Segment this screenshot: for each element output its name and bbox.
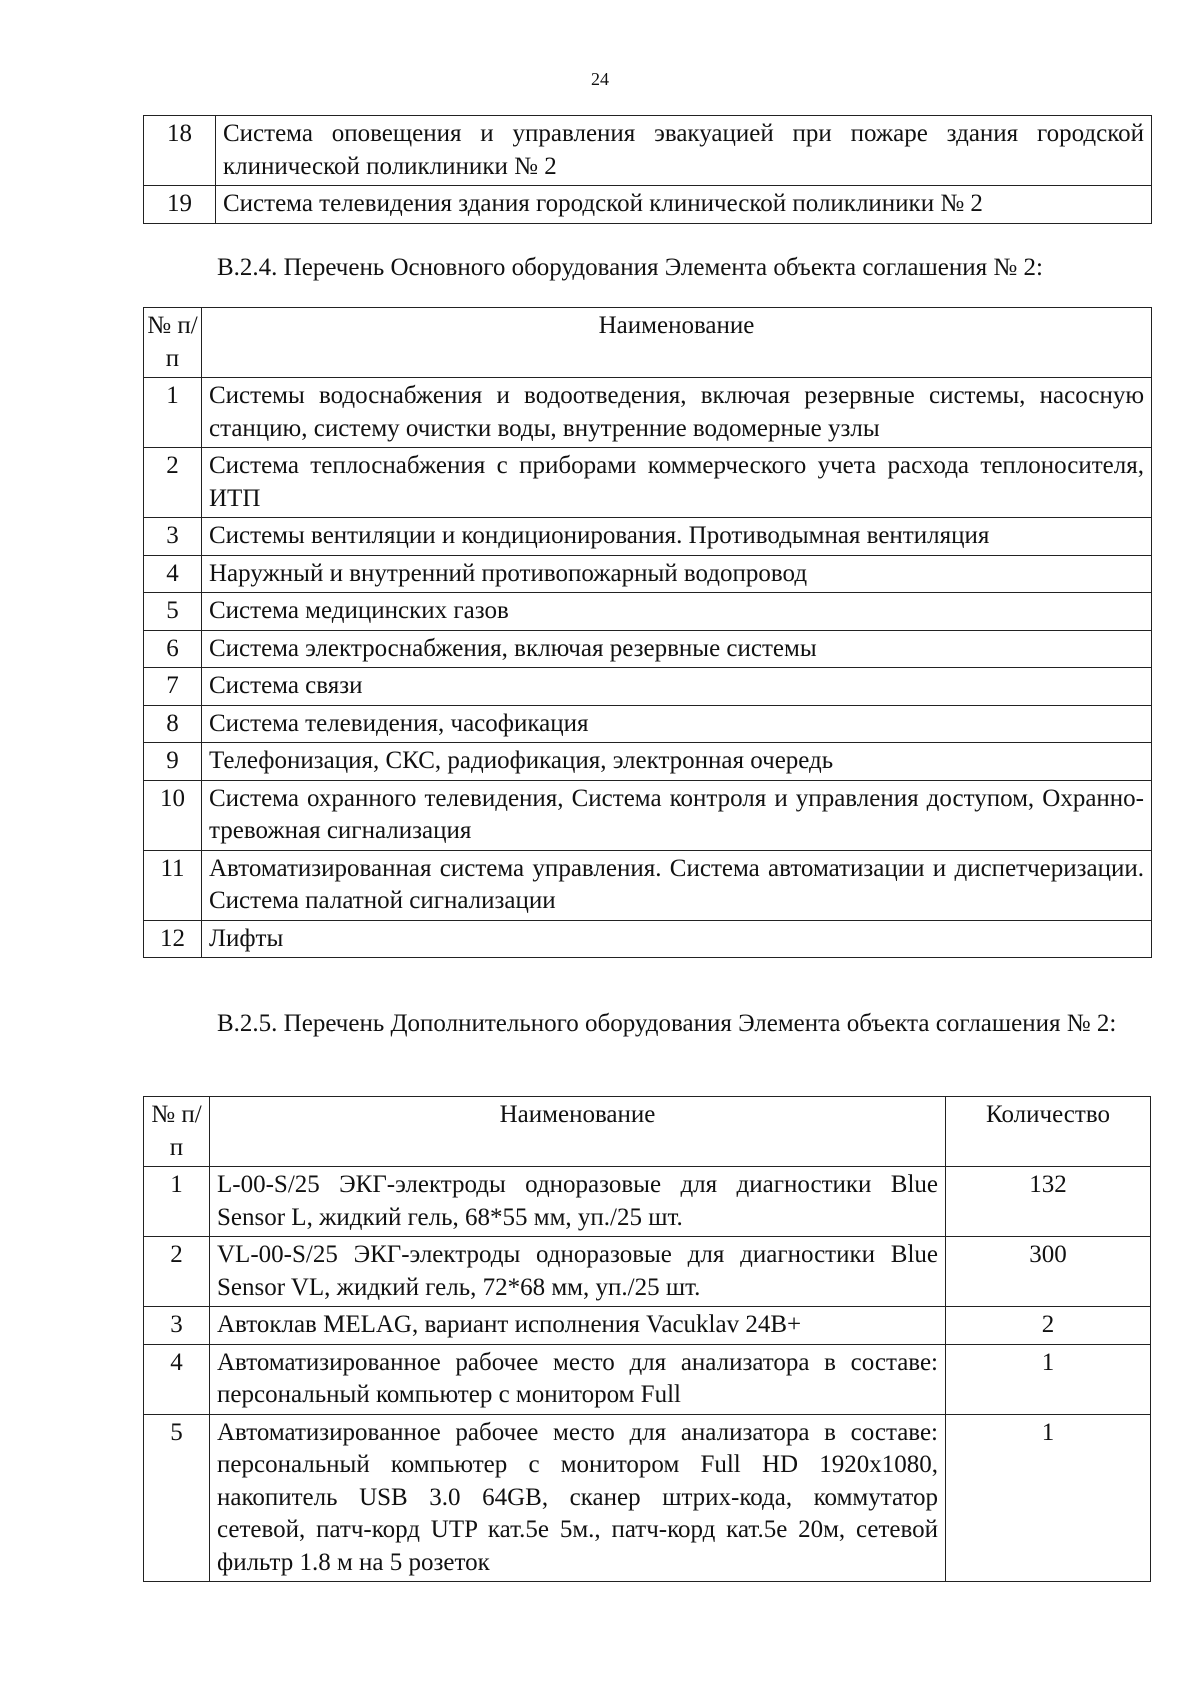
table-row bbox=[144, 705, 1152, 743]
row-number: 10 bbox=[144, 780, 202, 850]
row-number: 3 bbox=[144, 1307, 210, 1345]
table-row bbox=[144, 1344, 1151, 1414]
row-number: 4 bbox=[144, 1344, 210, 1414]
systems-continuation-table bbox=[143, 115, 1152, 224]
row-number: 8 bbox=[144, 705, 202, 743]
row-name: L-00-S/25 ЭКГ-электроды одноразовые для диагностики Blue Sensor L, жидкий гель, 68*55 мм, уп./25 шт. bbox=[210, 1167, 946, 1237]
table-row bbox=[144, 186, 1152, 224]
row-name: Система теплоснабжения с приборами коммерческого учета расхода теплоносителя, ИТП bbox=[202, 448, 1152, 518]
row-number: 7 bbox=[144, 668, 202, 706]
table-row bbox=[144, 920, 1152, 958]
table-row bbox=[144, 780, 1152, 850]
row-number: 2 bbox=[144, 448, 202, 518]
section-heading-additional-equipment: В.2.5. Перечень Дополнительного оборудования Элемента объекта соглашения № 2: bbox=[217, 1010, 1117, 1037]
row-number: 4 bbox=[144, 555, 202, 593]
row-number: 5 bbox=[144, 1414, 210, 1582]
header-qty: Количество bbox=[946, 1097, 1151, 1167]
row-number: 1 bbox=[144, 1167, 210, 1237]
row-number: 11 bbox=[144, 850, 202, 920]
section-heading-basic-equipment: В.2.4. Перечень Основного оборудования Элемента объекта соглашения № 2: bbox=[217, 254, 1043, 281]
table-row bbox=[144, 378, 1152, 448]
row-name: Система связи bbox=[202, 668, 1152, 706]
table-row bbox=[144, 1307, 1151, 1345]
page-number: 24 bbox=[591, 69, 609, 89]
table-row bbox=[144, 1414, 1151, 1582]
row-number: 3 bbox=[144, 518, 202, 556]
row-number: 5 bbox=[144, 593, 202, 631]
row-name: Система охранного телевидения, Система контроля и управления доступом, Охранно-тревожная сигнализация bbox=[202, 780, 1152, 850]
header-name: Наименование bbox=[202, 308, 1152, 378]
table-row bbox=[144, 448, 1152, 518]
table-row bbox=[144, 630, 1152, 668]
row-number: 9 bbox=[144, 743, 202, 781]
row-name: Автоклав MELAG, вариант исполнения Vacuklav 24B+ bbox=[210, 1307, 946, 1345]
row-name: VL-00-S/25 ЭКГ-электроды одноразовые для диагностики Blue Sensor VL, жидкий гель, 72*68 мм, уп./25 шт. bbox=[210, 1237, 946, 1307]
header-name: Наименование bbox=[210, 1097, 946, 1167]
row-name: Системы водоснабжения и водоотведения, включая резервные системы, насосную станцию, систему очистки воды, внутренние водомерные узлы bbox=[202, 378, 1152, 448]
header-num: № п/п bbox=[144, 1097, 210, 1167]
row-name: Система оповещения и управления эвакуацией при пожаре здания городской клинической поликлиники № 2 bbox=[216, 116, 1152, 186]
table-row bbox=[144, 1167, 1151, 1237]
row-name: Системы вентиляции и кондиционирования. Противодымная вентиляция bbox=[202, 518, 1152, 556]
row-number: 19 bbox=[144, 186, 216, 224]
row-name: Автоматизированное рабочее место для анализатора в составе: персональный компьютер с монитором Full bbox=[210, 1344, 946, 1414]
row-name: Лифты bbox=[202, 920, 1152, 958]
row-name: Наружный и внутренний противопожарный водопровод bbox=[202, 555, 1152, 593]
row-number: 1 bbox=[144, 378, 202, 448]
table-row bbox=[144, 1237, 1151, 1307]
basic-equipment-table bbox=[143, 307, 1152, 958]
table-row bbox=[144, 518, 1152, 556]
row-name: Телефонизация, СКС, радиофикация, электронная очередь bbox=[202, 743, 1152, 781]
row-name: Система телевидения, часофикация bbox=[202, 705, 1152, 743]
row-name: Система электроснабжения, включая резервные системы bbox=[202, 630, 1152, 668]
table-row bbox=[144, 668, 1152, 706]
row-quantity: 1 bbox=[946, 1414, 1151, 1582]
row-name: Система медицинских газов bbox=[202, 593, 1152, 631]
additional-equipment-table bbox=[143, 1096, 1151, 1582]
table-row bbox=[144, 593, 1152, 631]
row-quantity: 1 bbox=[946, 1344, 1151, 1414]
table-row bbox=[144, 743, 1152, 781]
table-row bbox=[144, 116, 1152, 186]
row-quantity: 2 bbox=[946, 1307, 1151, 1345]
table-row bbox=[144, 555, 1152, 593]
row-number: 6 bbox=[144, 630, 202, 668]
row-quantity: 300 bbox=[946, 1237, 1151, 1307]
row-name: Автоматизированное рабочее место для анализатора в составе: персональный компьютер с монитором Full HD 1920x1080, накопитель USB 3.0 64GB, сканер штрих-кода, коммутатор сетевой, патч-корд UTP кат.5е 5м., патч-корд кат.5е 20м, сетевой фильтр 1.8 м на 5 розеток bbox=[210, 1414, 946, 1582]
row-number: 18 bbox=[144, 116, 216, 186]
row-name: Система телевидения здания городской клинической поликлиники № 2 bbox=[216, 186, 1152, 224]
row-name: Автоматизированная система управления. Система автоматизации и диспетчеризации. Система палатной сигнализации bbox=[202, 850, 1152, 920]
row-number: 12 bbox=[144, 920, 202, 958]
row-quantity: 132 bbox=[946, 1167, 1151, 1237]
table-row bbox=[144, 850, 1152, 920]
row-number: 2 bbox=[144, 1237, 210, 1307]
header-num: № п/п bbox=[144, 308, 202, 378]
